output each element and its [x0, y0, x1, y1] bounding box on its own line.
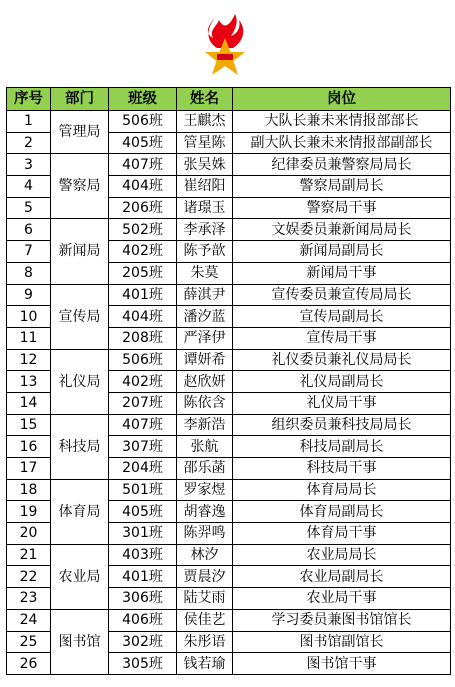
class-cell: 204班 — [109, 458, 177, 480]
row-number: 11 — [7, 327, 51, 349]
name-cell: 崔绍阳 — [177, 176, 233, 198]
name-cell: 邵乐菡 — [177, 458, 233, 480]
class-cell: 301班 — [109, 523, 177, 545]
department-cell: 警察局 — [51, 154, 109, 219]
class-cell: 404班 — [109, 176, 177, 198]
class-cell: 407班 — [109, 154, 177, 176]
row-number: 14 — [7, 392, 51, 414]
row-number: 21 — [7, 544, 51, 566]
class-cell: 307班 — [109, 436, 177, 458]
name-cell: 潘汐蓝 — [177, 306, 233, 328]
row-number: 17 — [7, 458, 51, 480]
post-cell: 图书馆副馆长 — [233, 631, 451, 653]
header-name: 姓名 — [177, 88, 233, 111]
table-row — [7, 154, 451, 176]
post-cell: 新闻局副局长 — [233, 241, 451, 263]
table-row — [7, 219, 451, 241]
class-cell: 405班 — [109, 132, 177, 154]
post-cell: 大队长兼未来情报部部长 — [233, 111, 451, 133]
row-number: 12 — [7, 349, 51, 371]
header-no: 序号 — [7, 88, 51, 111]
row-number: 2 — [7, 132, 51, 154]
row-number: 16 — [7, 436, 51, 458]
row-number: 3 — [7, 154, 51, 176]
name-cell: 诸璟玉 — [177, 197, 233, 219]
department-cell: 图书馆 — [51, 609, 109, 674]
row-number: 18 — [7, 479, 51, 501]
class-cell: 401班 — [109, 566, 177, 588]
row-number: 26 — [7, 653, 51, 675]
name-cell: 谭妍希 — [177, 349, 233, 371]
post-cell: 警察局副局长 — [233, 176, 451, 198]
header-post: 岗位 — [233, 88, 451, 111]
class-cell: 502班 — [109, 219, 177, 241]
post-cell: 图书馆干事 — [233, 653, 451, 675]
header-department: 部门 — [51, 88, 109, 111]
row-number: 24 — [7, 609, 51, 631]
post-cell: 文娱委员兼新闻局局长 — [233, 219, 451, 241]
name-cell: 王麒杰 — [177, 111, 233, 133]
post-cell: 体育局局长 — [233, 479, 451, 501]
department-cell: 科技局 — [51, 414, 109, 479]
name-cell: 严泽伊 — [177, 327, 233, 349]
post-cell: 农业局副局长 — [233, 566, 451, 588]
post-cell: 学习委员兼图书馆馆长 — [233, 609, 451, 631]
post-cell: 礼仪委员兼礼仪局局长 — [233, 349, 451, 371]
class-cell: 501班 — [109, 479, 177, 501]
post-cell: 组织委员兼科技局局长 — [233, 414, 451, 436]
officer-roster-table — [6, 87, 451, 675]
name-cell: 朱彤语 — [177, 631, 233, 653]
class-cell: 401班 — [109, 284, 177, 306]
name-cell: 胡睿逸 — [177, 501, 233, 523]
name-cell: 林汐 — [177, 544, 233, 566]
table-row — [7, 544, 451, 566]
class-cell: 403班 — [109, 544, 177, 566]
class-cell: 305班 — [109, 653, 177, 675]
name-cell: 张吴姝 — [177, 154, 233, 176]
post-cell: 礼仪局干事 — [233, 392, 451, 414]
class-cell: 306班 — [109, 588, 177, 610]
class-cell: 406班 — [109, 609, 177, 631]
row-number: 25 — [7, 631, 51, 653]
class-cell: 206班 — [109, 197, 177, 219]
name-cell: 陈依含 — [177, 392, 233, 414]
department-cell: 宣传局 — [51, 284, 109, 349]
row-number: 15 — [7, 414, 51, 436]
row-number: 23 — [7, 588, 51, 610]
row-number: 6 — [7, 219, 51, 241]
class-cell: 402班 — [109, 371, 177, 393]
name-cell: 罗家煜 — [177, 479, 233, 501]
row-number: 1 — [7, 111, 51, 133]
row-number: 7 — [7, 241, 51, 263]
name-cell: 陈羿鸣 — [177, 523, 233, 545]
post-cell: 体育局副局长 — [233, 501, 451, 523]
row-number: 5 — [7, 197, 51, 219]
class-cell: 407班 — [109, 414, 177, 436]
post-cell: 宣传局副局长 — [233, 306, 451, 328]
name-cell: 李承泽 — [177, 219, 233, 241]
row-number: 13 — [7, 371, 51, 393]
post-cell: 农业局局长 — [233, 544, 451, 566]
post-cell: 科技局副局长 — [233, 436, 451, 458]
post-cell: 宣传委员兼宣传局局长 — [233, 284, 451, 306]
class-cell: 506班 — [109, 349, 177, 371]
table-row — [7, 349, 451, 371]
post-cell: 警察局干事 — [233, 197, 451, 219]
class-cell: 404班 — [109, 306, 177, 328]
class-cell: 205班 — [109, 262, 177, 284]
young-pioneers-torch-icon — [195, 8, 255, 80]
name-cell: 朱莫 — [177, 262, 233, 284]
name-cell: 钱若瑜 — [177, 653, 233, 675]
table-row — [7, 479, 451, 501]
class-cell: 207班 — [109, 392, 177, 414]
header-class: 班级 — [109, 88, 177, 111]
department-cell: 新闻局 — [51, 219, 109, 284]
name-cell: 贾晨汐 — [177, 566, 233, 588]
name-cell: 陈予歆 — [177, 241, 233, 263]
class-cell: 402班 — [109, 241, 177, 263]
young-pioneers-logo — [195, 8, 255, 80]
row-number: 4 — [7, 176, 51, 198]
table-row — [7, 414, 451, 436]
name-cell: 赵欣妍 — [177, 371, 233, 393]
post-cell: 体育局干事 — [233, 523, 451, 545]
header-row — [7, 88, 451, 111]
post-cell: 新闻局干事 — [233, 262, 451, 284]
row-number: 8 — [7, 262, 51, 284]
post-cell: 纪律委员兼警察局局长 — [233, 154, 451, 176]
name-cell: 张航 — [177, 436, 233, 458]
row-number: 9 — [7, 284, 51, 306]
name-cell: 陆艾雨 — [177, 588, 233, 610]
department-cell: 体育局 — [51, 479, 109, 544]
row-number: 19 — [7, 501, 51, 523]
department-cell: 管理局 — [51, 111, 109, 154]
row-number: 20 — [7, 523, 51, 545]
post-cell: 农业局干事 — [233, 588, 451, 610]
department-cell: 农业局 — [51, 544, 109, 609]
row-number: 10 — [7, 306, 51, 328]
table-row — [7, 284, 451, 306]
name-cell: 李新浩 — [177, 414, 233, 436]
post-cell: 副大队长兼未来情报部副部长 — [233, 132, 451, 154]
class-cell: 302班 — [109, 631, 177, 653]
name-cell: 侯佳艺 — [177, 609, 233, 631]
post-cell: 宣传局干事 — [233, 327, 451, 349]
post-cell: 科技局干事 — [233, 458, 451, 480]
row-number: 22 — [7, 566, 51, 588]
name-cell: 管星陈 — [177, 132, 233, 154]
class-cell: 208班 — [109, 327, 177, 349]
table-row — [7, 111, 451, 133]
class-cell: 405班 — [109, 501, 177, 523]
table-row — [7, 609, 451, 631]
class-cell: 506班 — [109, 111, 177, 133]
post-cell: 礼仪局副局长 — [233, 371, 451, 393]
department-cell: 礼仪局 — [51, 349, 109, 414]
name-cell: 薛淇尹 — [177, 284, 233, 306]
